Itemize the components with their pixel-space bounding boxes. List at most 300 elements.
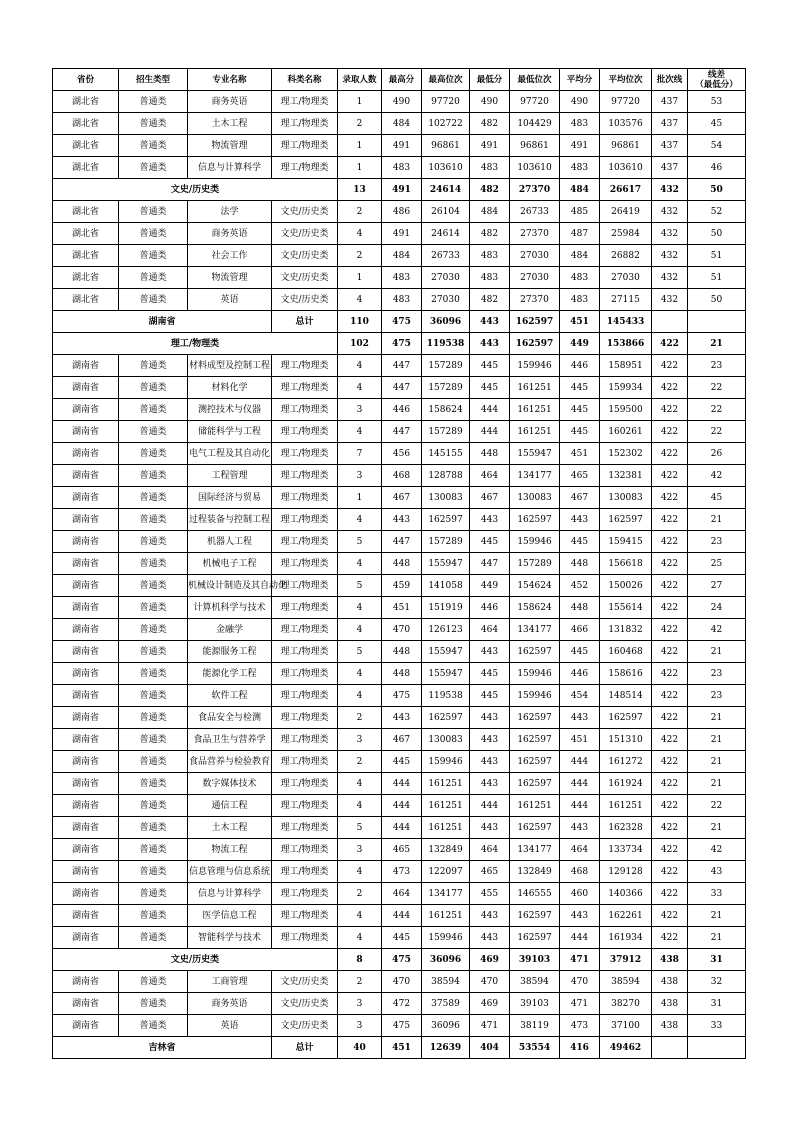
table-cell: 理工/物理类 — [272, 729, 338, 751]
total-cell: 12639 — [422, 1037, 470, 1059]
table-cell: 483 — [382, 157, 422, 179]
table-cell: 22 — [688, 795, 746, 817]
table-cell: 451 — [382, 597, 422, 619]
table-cell: 422 — [652, 729, 688, 751]
table-row — [53, 201, 746, 223]
subtotal-cell: 482 — [470, 179, 510, 201]
table-cell: 456 — [382, 443, 422, 465]
table-cell: 21 — [688, 509, 746, 531]
table-cell: 446 — [560, 355, 600, 377]
table-cell: 470 — [382, 619, 422, 641]
table-cell: 普通类 — [119, 201, 188, 223]
table-cell: 3 — [338, 465, 382, 487]
table-cell: 文史/历史类 — [272, 289, 338, 311]
table-cell: 160468 — [600, 641, 652, 663]
table-row — [53, 157, 746, 179]
table-cell: 444 — [560, 773, 600, 795]
table-cell: 156618 — [600, 553, 652, 575]
table-cell: 普通类 — [119, 223, 188, 245]
table-cell: 162597 — [422, 707, 470, 729]
table-cell: 理工/物理类 — [272, 663, 338, 685]
table-cell: 432 — [652, 289, 688, 311]
table-cell: 39103 — [510, 993, 560, 1015]
table-cell: 38594 — [422, 971, 470, 993]
table-cell: 通信工程 — [188, 795, 272, 817]
table-cell: 25 — [688, 553, 746, 575]
table-cell: 湖南省 — [53, 993, 119, 1015]
table-cell: 130083 — [422, 487, 470, 509]
total-cell — [688, 1037, 746, 1059]
table-row — [53, 663, 746, 685]
table-cell: 文史/历史类 — [272, 201, 338, 223]
table-cell: 422 — [652, 707, 688, 729]
table-cell: 理工/物理类 — [272, 399, 338, 421]
table-cell: 490 — [382, 91, 422, 113]
table-cell: 445 — [560, 641, 600, 663]
table-cell: 422 — [652, 509, 688, 531]
table-cell: 161251 — [422, 795, 470, 817]
table-cell: 湖北省 — [53, 157, 119, 179]
table-cell: 1 — [338, 91, 382, 113]
table-cell: 134177 — [510, 465, 560, 487]
table-cell: 484 — [470, 201, 510, 223]
table-cell: 湖北省 — [53, 201, 119, 223]
table-cell: 材料成型及控制工程 — [188, 355, 272, 377]
table-cell: 湖南省 — [53, 905, 119, 927]
table-cell: 文史/历史类 — [272, 1015, 338, 1037]
table-cell: 信息与计算科学 — [188, 883, 272, 905]
table-cell: 50 — [688, 223, 746, 245]
table-cell: 159415 — [600, 531, 652, 553]
table-cell: 162597 — [510, 641, 560, 663]
column-header: 最高位次 — [422, 69, 470, 91]
table-cell: 161934 — [600, 927, 652, 949]
table-cell: 湖北省 — [53, 245, 119, 267]
table-row — [53, 883, 746, 905]
table-cell: 447 — [382, 377, 422, 399]
table-cell: 451 — [560, 729, 600, 751]
subtotal-cell: 36096 — [422, 949, 470, 971]
table-cell: 2 — [338, 245, 382, 267]
table-cell: 理工/物理类 — [272, 839, 338, 861]
table-cell: 464 — [470, 465, 510, 487]
subtotal-cell: 119538 — [422, 333, 470, 355]
table-cell: 444 — [560, 927, 600, 949]
table-cell: 21 — [688, 707, 746, 729]
category-label: 文史/历史类 — [53, 179, 338, 201]
table-cell: 智能科学与技术 — [188, 927, 272, 949]
table-cell: 普通类 — [119, 135, 188, 157]
table-row — [53, 377, 746, 399]
table-cell: 普通类 — [119, 751, 188, 773]
table-row — [53, 113, 746, 135]
table-cell: 432 — [652, 223, 688, 245]
table-row — [53, 707, 746, 729]
table-cell: 4 — [338, 795, 382, 817]
table-cell: 449 — [470, 575, 510, 597]
table-cell: 443 — [470, 729, 510, 751]
table-cell: 448 — [470, 443, 510, 465]
table-cell: 484 — [382, 245, 422, 267]
table-cell: 42 — [688, 619, 746, 641]
table-cell: 465 — [382, 839, 422, 861]
table-row — [53, 839, 746, 861]
table-cell: 134177 — [510, 619, 560, 641]
table-cell: 理工/物理类 — [272, 113, 338, 135]
table-cell: 理工/物理类 — [272, 91, 338, 113]
table-cell: 484 — [560, 245, 600, 267]
column-header: 省份 — [53, 69, 119, 91]
table-cell: 普通类 — [119, 531, 188, 553]
table-cell: 理工/物理类 — [272, 465, 338, 487]
table-cell: 437 — [652, 91, 688, 113]
table-cell: 161251 — [510, 377, 560, 399]
table-cell: 422 — [652, 597, 688, 619]
table-cell: 104429 — [510, 113, 560, 135]
table-cell: 146555 — [510, 883, 560, 905]
table-cell: 52 — [688, 201, 746, 223]
table-cell: 490 — [470, 91, 510, 113]
table-cell: 湖南省 — [53, 619, 119, 641]
subtotal-cell: 8 — [338, 949, 382, 971]
table-cell: 材料化学 — [188, 377, 272, 399]
table-cell: 湖南省 — [53, 685, 119, 707]
column-header: 最低分 — [470, 69, 510, 91]
table-cell: 理工/物理类 — [272, 135, 338, 157]
table-row — [53, 773, 746, 795]
table-cell: 21 — [688, 817, 746, 839]
table-cell: 23 — [688, 531, 746, 553]
table-cell: 湖南省 — [53, 553, 119, 575]
table-row — [53, 553, 746, 575]
table-cell: 2 — [338, 883, 382, 905]
table-cell: 普通类 — [119, 927, 188, 949]
table-cell: 4 — [338, 685, 382, 707]
table-cell: 422 — [652, 443, 688, 465]
table-cell: 物流工程 — [188, 839, 272, 861]
table-cell: 447 — [382, 355, 422, 377]
table-cell: 119538 — [422, 685, 470, 707]
table-cell: 过程装备与控制工程 — [188, 509, 272, 531]
subtotal-cell: 162597 — [510, 333, 560, 355]
column-header: 批次线 — [652, 69, 688, 91]
table-cell: 3 — [338, 839, 382, 861]
table-row — [53, 1015, 746, 1037]
table-cell: 45 — [688, 113, 746, 135]
table-cell: 普通类 — [119, 575, 188, 597]
table-cell: 4 — [338, 597, 382, 619]
table-row — [53, 509, 746, 531]
table-row — [53, 289, 746, 311]
table-cell: 443 — [470, 641, 510, 663]
table-cell: 4 — [338, 905, 382, 927]
table-cell: 447 — [470, 553, 510, 575]
table-cell: 422 — [652, 773, 688, 795]
table-cell: 机器人工程 — [188, 531, 272, 553]
table-cell: 湖南省 — [53, 487, 119, 509]
table-cell: 469 — [470, 993, 510, 1015]
table-cell: 443 — [560, 817, 600, 839]
table-cell: 38594 — [510, 971, 560, 993]
table-cell: 438 — [652, 1015, 688, 1037]
table-cell: 155947 — [422, 663, 470, 685]
table-cell: 130083 — [510, 487, 560, 509]
table-cell: 443 — [470, 707, 510, 729]
subtotal-cell: 37912 — [600, 949, 652, 971]
table-cell: 湖南省 — [53, 1015, 119, 1037]
table-cell: 理工/物理类 — [272, 157, 338, 179]
table-cell: 理工/物理类 — [272, 707, 338, 729]
table-cell: 134177 — [510, 839, 560, 861]
table-cell: 161251 — [422, 817, 470, 839]
subtotal-cell: 475 — [382, 949, 422, 971]
table-cell: 理工/物理类 — [272, 531, 338, 553]
table-cell: 467 — [470, 487, 510, 509]
table-cell: 21 — [688, 927, 746, 949]
table-cell: 157289 — [422, 377, 470, 399]
table-cell: 422 — [652, 751, 688, 773]
table-cell: 食品安全与检测 — [188, 707, 272, 729]
table-cell: 23 — [688, 685, 746, 707]
table-cell: 446 — [560, 663, 600, 685]
table-cell: 162597 — [510, 817, 560, 839]
table-row — [53, 971, 746, 993]
table-cell: 理工/物理类 — [272, 619, 338, 641]
table-cell: 443 — [470, 509, 510, 531]
table-cell: 444 — [382, 773, 422, 795]
table-cell: 130083 — [422, 729, 470, 751]
table-cell: 438 — [652, 971, 688, 993]
table-cell: 37589 — [422, 993, 470, 1015]
column-header: 录取人数 — [338, 69, 382, 91]
subtotal-cell: 469 — [470, 949, 510, 971]
table-cell: 理工/物理类 — [272, 927, 338, 949]
table-cell: 湖南省 — [53, 355, 119, 377]
table-cell: 157289 — [510, 553, 560, 575]
total-label: 总计 — [272, 311, 338, 333]
table-cell: 422 — [652, 839, 688, 861]
table-cell: 103610 — [422, 157, 470, 179]
table-cell: 473 — [560, 1015, 600, 1037]
table-cell: 4 — [338, 421, 382, 443]
table-cell: 158624 — [422, 399, 470, 421]
table-cell: 湖南省 — [53, 773, 119, 795]
table-cell: 储能科学与工程 — [188, 421, 272, 443]
table-cell: 159946 — [422, 927, 470, 949]
table-cell: 159946 — [510, 355, 560, 377]
table-cell: 162328 — [600, 817, 652, 839]
table-cell: 2 — [338, 971, 382, 993]
table-cell: 422 — [652, 641, 688, 663]
table-cell: 161251 — [510, 795, 560, 817]
subtotal-cell: 484 — [560, 179, 600, 201]
table-cell: 湖南省 — [53, 465, 119, 487]
table-cell: 26104 — [422, 201, 470, 223]
table-cell: 445 — [560, 399, 600, 421]
table-cell: 148514 — [600, 685, 652, 707]
table-cell: 467 — [382, 729, 422, 751]
table-cell: 483 — [560, 113, 600, 135]
table-cell: 24614 — [422, 223, 470, 245]
table-cell: 444 — [470, 795, 510, 817]
table-cell: 理工/物理类 — [272, 773, 338, 795]
table-cell: 23 — [688, 355, 746, 377]
table-cell: 英语 — [188, 1015, 272, 1037]
table-cell: 4 — [338, 927, 382, 949]
table-cell: 422 — [652, 685, 688, 707]
table-cell: 422 — [652, 575, 688, 597]
table-cell: 122097 — [422, 861, 470, 883]
table-cell: 普通类 — [119, 465, 188, 487]
table-cell: 湖南省 — [53, 839, 119, 861]
total-cell: 36096 — [422, 311, 470, 333]
table-cell: 422 — [652, 795, 688, 817]
table-cell: 444 — [382, 795, 422, 817]
table-cell: 470 — [560, 971, 600, 993]
table-cell: 445 — [560, 421, 600, 443]
table-cell: 422 — [652, 663, 688, 685]
table-cell: 普通类 — [119, 91, 188, 113]
table-cell: 文史/历史类 — [272, 223, 338, 245]
table-cell: 162597 — [510, 773, 560, 795]
subtotal-cell: 475 — [382, 333, 422, 355]
table-cell: 普通类 — [119, 839, 188, 861]
table-cell: 电气工程及其自动化 — [188, 443, 272, 465]
subtotal-cell: 50 — [688, 179, 746, 201]
table-cell: 湖南省 — [53, 399, 119, 421]
total-cell — [652, 1037, 688, 1059]
subtotal-cell: 21 — [688, 333, 746, 355]
table-cell: 445 — [470, 377, 510, 399]
table-cell: 103610 — [510, 157, 560, 179]
table-cell: 422 — [652, 861, 688, 883]
table-cell: 理工/物理类 — [272, 421, 338, 443]
table-cell: 38270 — [600, 993, 652, 1015]
table-cell: 162597 — [510, 927, 560, 949]
table-cell: 130083 — [600, 487, 652, 509]
table-cell: 432 — [652, 245, 688, 267]
table-cell: 普通类 — [119, 641, 188, 663]
subtotal-cell: 153866 — [600, 333, 652, 355]
table-cell: 21 — [688, 729, 746, 751]
table-cell: 483 — [382, 267, 422, 289]
table-cell: 128788 — [422, 465, 470, 487]
table-cell: 471 — [560, 993, 600, 1015]
table-cell: 湖南省 — [53, 443, 119, 465]
table-cell: 162261 — [600, 905, 652, 927]
table-cell: 443 — [382, 509, 422, 531]
table-cell: 38119 — [510, 1015, 560, 1037]
table-cell: 能源服务工程 — [188, 641, 272, 663]
table-cell: 151310 — [600, 729, 652, 751]
table-cell: 理工/物理类 — [272, 509, 338, 531]
table-cell: 162597 — [510, 509, 560, 531]
table-row — [53, 861, 746, 883]
table-cell: 152302 — [600, 443, 652, 465]
table-cell: 37100 — [600, 1015, 652, 1037]
table-cell: 36096 — [422, 1015, 470, 1037]
table-cell: 4 — [338, 619, 382, 641]
table-cell: 2 — [338, 751, 382, 773]
admission-score-table — [52, 68, 746, 1059]
table-cell: 普通类 — [119, 421, 188, 443]
table-cell: 普通类 — [119, 487, 188, 509]
table-cell: 483 — [470, 157, 510, 179]
category-subtotal-row — [53, 333, 746, 355]
table-cell: 157289 — [422, 355, 470, 377]
category-subtotal-row — [53, 949, 746, 971]
table-cell: 食品营养与检验教育 — [188, 751, 272, 773]
table-cell: 商务英语 — [188, 91, 272, 113]
table-cell: 486 — [382, 201, 422, 223]
table-cell: 482 — [470, 113, 510, 135]
table-cell: 湖南省 — [53, 531, 119, 553]
table-cell: 普通类 — [119, 289, 188, 311]
table-cell: 2 — [338, 707, 382, 729]
column-header: 最低位次 — [510, 69, 560, 91]
table-cell: 理工/物理类 — [272, 685, 338, 707]
table-cell: 食品卫生与营养学 — [188, 729, 272, 751]
table-cell: 文史/历史类 — [272, 971, 338, 993]
table-cell: 软件工程 — [188, 685, 272, 707]
table-cell: 文史/历史类 — [272, 267, 338, 289]
table-cell: 483 — [560, 267, 600, 289]
table-cell: 普通类 — [119, 905, 188, 927]
column-header: 科类名称 — [272, 69, 338, 91]
table-cell: 理工/物理类 — [272, 905, 338, 927]
table-cell: 4 — [338, 289, 382, 311]
subtotal-cell: 471 — [560, 949, 600, 971]
table-cell: 422 — [652, 399, 688, 421]
table-cell: 3 — [338, 1015, 382, 1037]
table-cell: 161272 — [600, 751, 652, 773]
table-cell: 普通类 — [119, 553, 188, 575]
table-cell: 422 — [652, 355, 688, 377]
table-cell: 422 — [652, 487, 688, 509]
table-cell: 445 — [470, 355, 510, 377]
table-cell: 491 — [382, 223, 422, 245]
table-cell: 26733 — [510, 201, 560, 223]
table-cell: 161251 — [510, 399, 560, 421]
table-cell: 理工/物理类 — [272, 377, 338, 399]
table-cell: 湖南省 — [53, 597, 119, 619]
subtotal-cell: 422 — [652, 333, 688, 355]
table-cell: 英语 — [188, 289, 272, 311]
table-row — [53, 795, 746, 817]
table-cell: 工程管理 — [188, 465, 272, 487]
table-cell: 465 — [560, 465, 600, 487]
table-cell: 普通类 — [119, 773, 188, 795]
table-cell: 4 — [338, 773, 382, 795]
province-total-row — [53, 311, 746, 333]
table-cell: 445 — [470, 531, 510, 553]
table-cell: 22 — [688, 421, 746, 443]
table-cell: 4 — [338, 553, 382, 575]
total-cell: 443 — [470, 311, 510, 333]
table-cell: 27030 — [600, 267, 652, 289]
table-cell: 422 — [652, 883, 688, 905]
table-row — [53, 993, 746, 1015]
column-header: 招生类型 — [119, 69, 188, 91]
table-cell: 21 — [688, 641, 746, 663]
table-cell: 文史/历史类 — [272, 245, 338, 267]
table-cell: 483 — [382, 289, 422, 311]
table-cell: 468 — [560, 861, 600, 883]
table-cell: 132381 — [600, 465, 652, 487]
table-cell: 27115 — [600, 289, 652, 311]
subtotal-cell: 27370 — [510, 179, 560, 201]
table-row — [53, 355, 746, 377]
